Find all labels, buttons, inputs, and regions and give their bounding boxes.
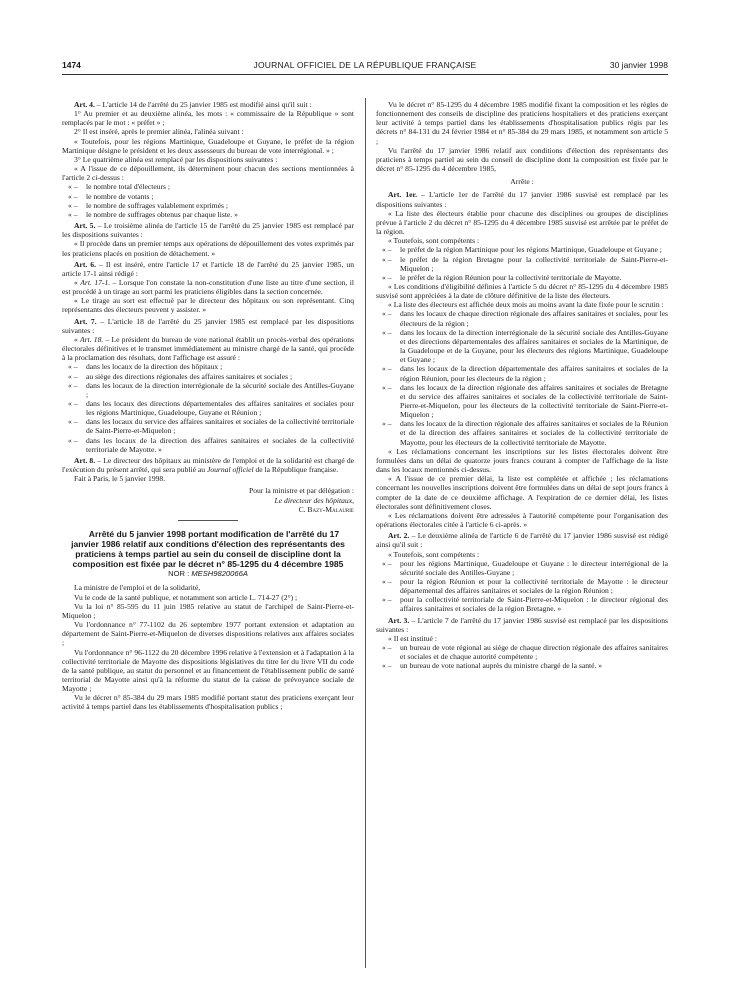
paragraph: Vu l'arrêté du 17 janvier 1986 relatif aux conditions d'élection des représentants des praticiens à temps partiel au sein du conseil de discipline dont la composition est fixée par le décret n° 85-1295 du 4 décembre 1985, bbox=[376, 145, 668, 174]
left-column bbox=[62, 100, 354, 712]
article-8: Art. 8. – Le directeur des hôpitaux au ministère de l'emploi et de la solidarité est chargé de l'exécution du présent arrêté, qui sera publié au Journal officiel de la République française. bbox=[62, 455, 354, 475]
list-item: « – le préfet de la région Bretagne pour la collectivité territoriale de Saint-Pierre-et-Miquelon ; bbox=[382, 254, 668, 273]
list-item: « – dans les locaux de la direction des hôpitaux ; bbox=[68, 362, 223, 372]
paragraph: « A l'issue de ce premier délai, la liste est complétée et affichée ; les réclamations concernant les nouvelles inscriptions doivent être formulées dans un délai de sept jours francs à compter de la date de ce deuxième affichage. A l'expiration de ce dernier délai, les listes électorales sont définitivement closes. bbox=[376, 474, 668, 511]
paragraph: « Art. 17-1. – Lorsque l'on constate la non-constitution d'une liste au titre d'une section, il est procédé à un tirage au sort parmi les praticiens éligibles dans la section concernée. bbox=[62, 277, 354, 297]
list-item: « – le préfet de la région Martinique pour les régions Martinique, Guadeloupe et Guyane ; bbox=[382, 245, 662, 255]
paragraph: Vu l'ordonnance n° 96-1122 du 20 décembre 1996 relative à l'extension et à l'adaptation à la collectivité territoriale de Mayotte des dispositions législatives du titre Ier du livre VII du code de la santé publique, au statut du personnel et au financement de l'établissement public de santé territorial de Mayotte ainsi qu'à la réforme du statut de la caisse de prévoyance sociale de Mayotte ; bbox=[62, 647, 354, 694]
paragraph: « Toutefois, pour les régions Martinique, Guadeloupe et Guyane, le préfet de la région Martinique désigne le président et les deux assesseurs du bureau de vote interrégional. » ; bbox=[62, 136, 354, 155]
article-4: Art. 4. – L'article 14 de l'arrêté du 25 janvier 1985 est modifié ainsi qu'il suit : bbox=[74, 100, 312, 109]
list-item: « – pour la collectivité territoriale de Saint-Pierre-et-Miquelon : le directeur régional des affaires sanitaires et sociales de la région Bretagne. » bbox=[382, 595, 668, 614]
paragraph: « Il procède dans un premier temps aux opérations de dépouillement des votes exprimés par les praticiens placés en position de détachement. » bbox=[62, 239, 354, 258]
list-item: « – un bureau de vote régional au siège de chaque direction régionale des affaires sanitaires et sociales et de chaque autorité compétente ; bbox=[382, 643, 668, 662]
list-item: « – au siège des directions régionales des affaires sanitaires et sociales ; bbox=[68, 371, 293, 381]
paragraph: « La liste des électeurs est affichée deux mois au moins avant la date fixée pour le scrutin : bbox=[388, 300, 664, 310]
article-7: Art. 7. – L'article 18 de l'arrêté du 25 janvier 1985 est remplacé par les dispositions suivantes : bbox=[62, 316, 354, 335]
paragraph: Vu la loi n° 85-595 du 11 juin 1985 relative au statut de l'archipel de Saint-Pierre-et-Miquelon ; bbox=[62, 601, 354, 620]
paragraph: « Les réclamations doivent être adressées à l'autorité compétente pour l'organisation des opérations électorales citée à l'article 6 ci-après. » bbox=[376, 510, 668, 530]
list-item: « – le nombre de suffrages obtenus par chaque liste. » bbox=[68, 209, 238, 219]
page-number: 1474 bbox=[62, 60, 81, 70]
list-item: « – dans les locaux de la direction régionale des affaires sanitaires et sociales de Bretagne et du service des affaires sanitaires et sociales de la collectivité territoriale de Saint-Pierre-et-Miquelon, pour les électeurs de la collectivité territoriale de Saint-Pierre-et-Miquelon ; bbox=[382, 382, 668, 420]
paragraph: 3° Le quatrième alinéa est remplacé par les dispositions suivantes : bbox=[74, 154, 278, 164]
signatory-name: C. Bazy-Malaurie bbox=[298, 504, 354, 514]
journal-title: JOURNAL OFFICIEL DE LA RÉPUBLIQUE FRANÇAISE bbox=[253, 60, 477, 70]
article-2: Art. 2. – Le deuxième alinéa de l'article 6 de l'arrêté du 17 janvier 1986 susvisé est rédigé ainsi qu'il suit : bbox=[376, 531, 668, 550]
arrete-heading: Arrête : bbox=[510, 177, 534, 187]
paragraph: « Toutefois, sont compétents : bbox=[388, 549, 480, 559]
issue-date: 30 janvier 1998 bbox=[609, 60, 668, 70]
decree-title: Arrêté du 5 janvier 1998 portant modification de l'arrêté du 17 janvier 1986 relatif aux conditions d'élection des représentants des praticiens à temps partiel au sein du conseil de discipline dont la composition est fixée par le décret n° 85-1295 du 4 décembre 1985 bbox=[71, 528, 345, 570]
list-item: « – dans les locaux du service des affaires sanitaires et sociales de la collectivité territoriale de Saint-Pierre-et-Miquelon ; bbox=[68, 417, 354, 436]
paragraph: « Toutefois, sont compétents : bbox=[388, 236, 480, 246]
list-item: « – le nombre de votants ; bbox=[68, 191, 154, 201]
paragraph: La ministre de l'emploi et de la solidarité, bbox=[74, 583, 201, 593]
column-divider bbox=[365, 98, 366, 968]
paragraph: 1° Au premier et au deuxième alinéa, les mots : « commissaire de la République » sont remplacés par le mot : « préfet » ; bbox=[62, 109, 354, 128]
right-column bbox=[376, 100, 668, 671]
paragraph: Vu le code de la santé publique, et notamment son article L. 714-27 (2°) ; bbox=[74, 592, 298, 602]
article-5: Art. 5. – Le troisième alinéa de l'article 15 de l'arrêté du 25 janvier 1985 est remplacé par les dispositions suivantes : bbox=[62, 221, 354, 240]
header-rule bbox=[62, 74, 668, 75]
paragraph: « A l'issue de ce dépouillement, ils déterminent pour chacun des sections mentionnées à l'article 2 ci-dessus : bbox=[62, 164, 354, 183]
list-item: « – dans les locaux de la direction régionale des affaires sanitaires et sociales de la Réunion et de la direction des affaires sanitaires et sociales de la collectivité territoriale de Mayotte, pour les électeurs de la collectivité territoriale de Mayotte. bbox=[382, 419, 668, 447]
list-item: « – le préfet de la région Réunion pour la collectivité territoriale de Mayotte. bbox=[382, 272, 622, 282]
paragraph: « Il est institué : bbox=[388, 633, 437, 643]
article-3: Art. 3. – L'article 7 de l'arrêté du 17 janvier 1986 susvisé est remplacé par les dispositions suivantes : bbox=[376, 615, 668, 634]
paragraph: 2° Il est inséré, après le premier alinéa, l'alinéa suivant : bbox=[74, 127, 244, 137]
list-item: « – un bureau de vote national auprès du ministre chargé de la santé. » bbox=[382, 661, 603, 671]
signature-line: Pour la ministre et par délégation : bbox=[248, 486, 354, 496]
paragraph: Vu l'ordonnance n° 77-1102 du 26 septembre 1977 portant extension et adaptation au département de Saint-Pierre-et-Miquelon de diverses dispositions relatives aux affaires sociales ; bbox=[62, 620, 354, 648]
list-item: « – pour les régions Martinique, Guadeloupe et Guyane : le directeur interrégional de la sécurité sociale des Antilles-Guyane ; bbox=[382, 558, 668, 577]
paragraph: Vu le décret n° 85-1295 du 4 décembre 1985 modifié fixant la composition et les règles de fonctionnement des conseils de discipline des praticiens hospitaliers et des praticiens exerçant leur activité à temps partiel dans les établissements d'hospitalisation publics régis par les décrets n° 84-131 du 24 février 1984 et n° 85-384 du 29 mars 1985, et notamment son article 5 ; bbox=[376, 100, 668, 146]
list-item: « – le nombre total d'électeurs ; bbox=[68, 182, 171, 192]
paragraph: « Les réclamations concernant les inscriptions sur les listes électorales doivent être formulées dans un délai de quatorze jours francs courant à compter de l'affichage de la liste dans les locaux mentionnés ci-dessus. bbox=[376, 446, 668, 475]
signing-place: Fait à Paris, le 5 janvier 1998. bbox=[74, 474, 166, 484]
paragraph: « Les conditions d'éligibilité définies à l'article 5 du décret n° 85-1295 du 4 décembre 1985 susvisé sont appréciées à la date de clôture définitive de la liste des électeurs. bbox=[376, 281, 668, 301]
paragraph: Vu le décret n° 85-384 du 29 mars 1985 modifié portant statut des praticiens exerçant leur activité à temps partiel dans les établissements d'hospitalisation publics ; bbox=[62, 693, 354, 712]
list-item: « – dans les locaux de la direction interrégionale de la sécurité sociale des Antilles-Guyane ; bbox=[68, 380, 354, 399]
list-item: « – dans les locaux de la direction interrégionale de la sécurité sociale des Antilles-Guyane et des directions départementales des affaires sanitaires et sociales de la Martinique, de la Guadeloupe et de la Guyane, pour les électeurs des régions Martinique, Guadeloupe et Guyane ; bbox=[382, 327, 668, 365]
list-item: « – le nombre de suffrages valablement exprimés ; bbox=[68, 200, 228, 210]
nor-reference: NOR : MESH9820066A bbox=[168, 569, 248, 579]
list-item: « – pour la région Réunion et pour la collectivité territoriale de Mayotte : le directeur départemental des affaires sanitaires et sociales de la région Réunion ; bbox=[382, 576, 668, 596]
list-item: « – dans les locaux de chaque direction régionale des affaires sanitaires et sociales, pour les électeurs de la région ; bbox=[382, 309, 668, 328]
list-item: « – dans les locaux de la direction des affaires sanitaires et sociales de la collectivité territoriale de Mayotte. » bbox=[68, 435, 354, 454]
paragraph: « Le tirage au sort est effectué par le directeur des hôpitaux ou son représentant. Cinq représentants des électeurs peuvent y assister. » bbox=[62, 296, 354, 315]
article-6: Art. 6. – Il est inséré, entre l'article 17 et l'article 18 de l'arrêté du 25 janvier 1985, un article 17-1 ainsi rédigé : bbox=[62, 259, 354, 278]
signatory-title: Le directeur des hôpitaux, bbox=[274, 495, 354, 505]
page-header bbox=[62, 60, 668, 74]
article-1: Art. 1er. – L'article 1er de l'arrêté du 17 janvier 1986 susvisé est remplacé par les dispositions suivantes : bbox=[376, 190, 668, 209]
list-item: « – dans les locaux de la direction départementale des affaires sanitaires et sociales de la région Réunion, pour les électeurs de la région ; bbox=[382, 364, 668, 383]
paragraph: « Art. 18. – Le président du bureau de vote national établit un procès-verbal des opérations électorales définitives et le transmet immédiatement au ministre chargé de la santé, qui procède à la proclamation des résultats, dont l'affichage est assuré : bbox=[62, 334, 354, 363]
list-item: « – dans les locaux des directions départementales des affaires sanitaires et sociales pour les régions Martinique, Guadeloupe, Guyane et Réunion ; bbox=[68, 399, 354, 418]
separator bbox=[178, 520, 238, 521]
paragraph: « La liste des électeurs établie pour chacune des disciplines ou groupes de disciplines prévue à l'article 2 du décret n° 85-1295 du 4 décembre 1985 susvisé est arrêtée par le préfet de la région. bbox=[376, 208, 668, 237]
